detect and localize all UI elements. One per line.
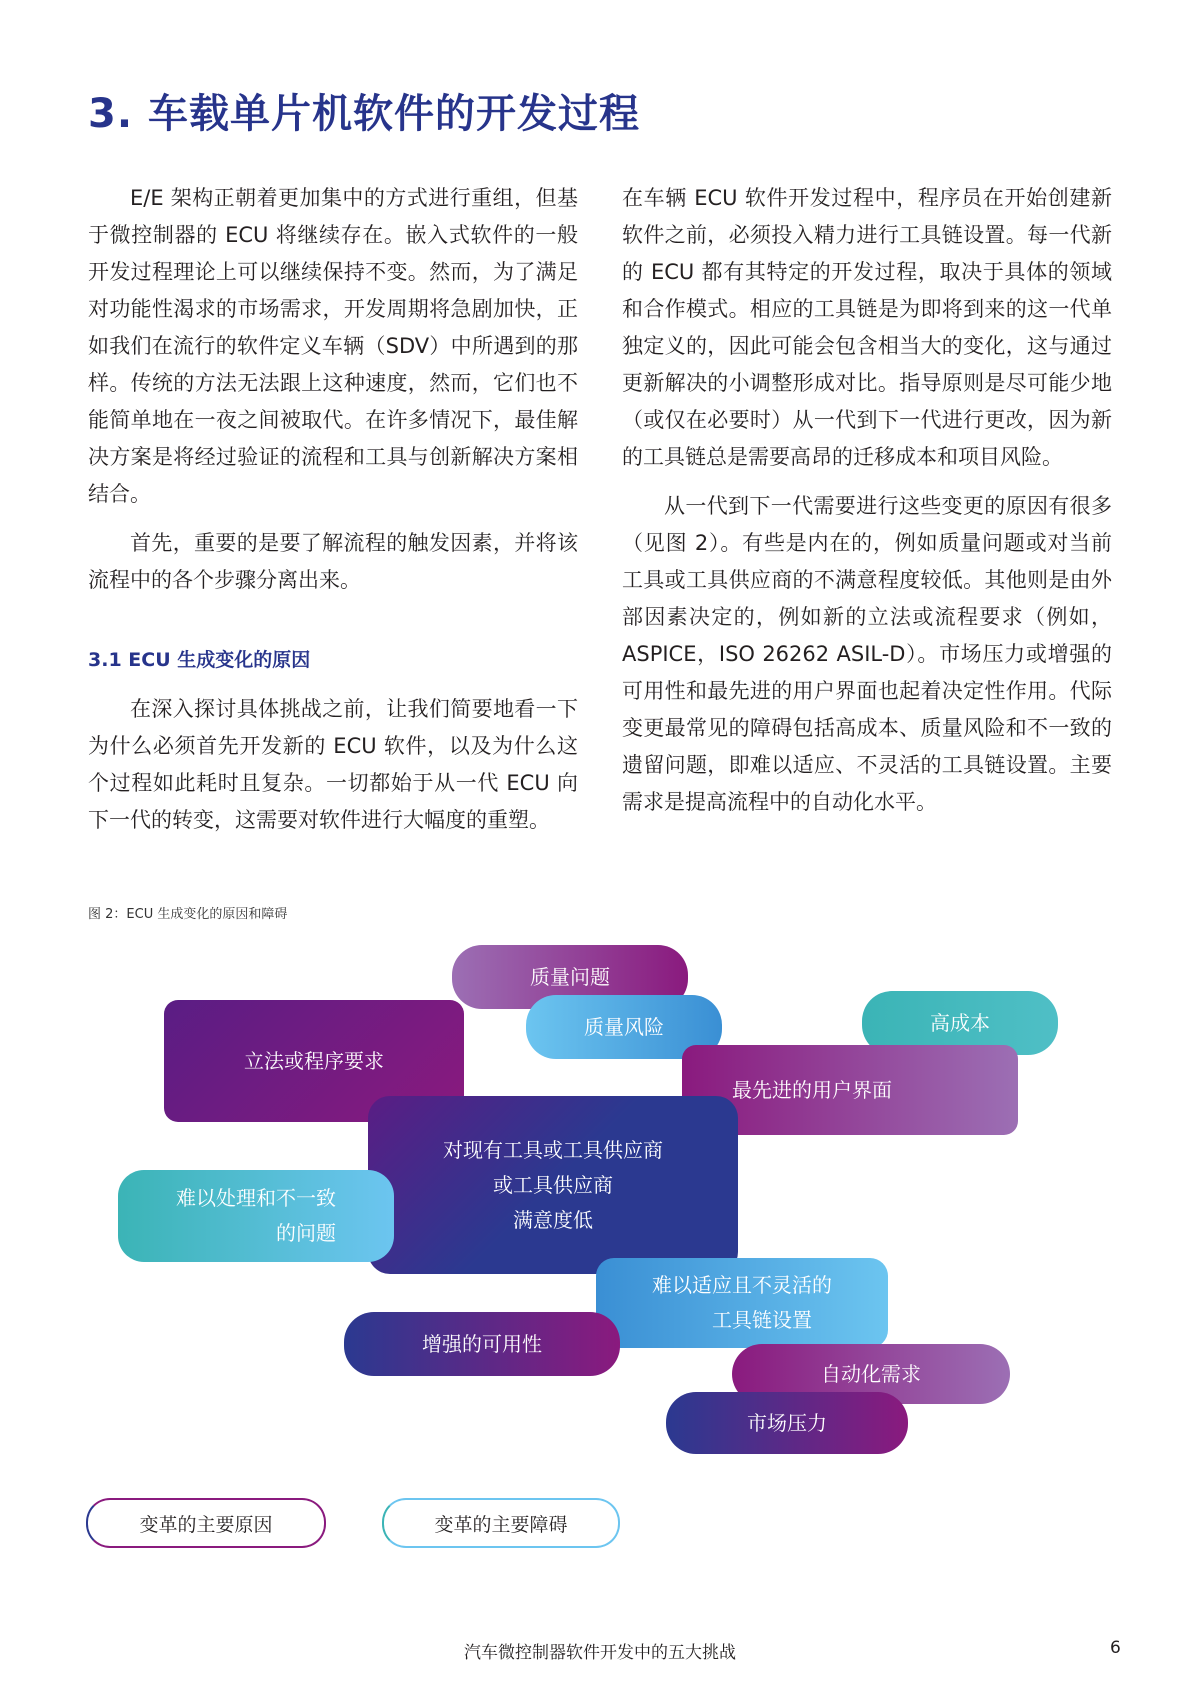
- reason-quality-issues: 质量问题: [452, 945, 688, 1009]
- obstacle-toolchain-line1: 难以适应且不灵活的: [652, 1273, 832, 1297]
- reason-automation: 自动化需求: [732, 1344, 1010, 1404]
- obstacle-quality-risk: 质量风险: [526, 995, 722, 1059]
- figure-caption: 图 2：ECU 生成变化的原因和障碍: [88, 907, 288, 922]
- obstacle-toolchain: [596, 1258, 888, 1348]
- legend-reasons: 变革的主要原因: [86, 1498, 326, 1548]
- page-title: 3. 车载单片机软件的开发过程: [88, 91, 640, 137]
- reason-dissatisfaction-line2: 或工具供应商: [493, 1172, 613, 1197]
- reason-dissatisfaction-line3: 满意度低: [513, 1207, 593, 1232]
- reason-market: 市场压力: [666, 1392, 908, 1454]
- paragraph: 在深入探讨具体挑战之前，让我们简要地看一下为什么必须首先开发新的 ECU 软件，以及为什么这个过程如此耗时且复杂。一切都始于从一代 ECU 向下一代的转变，这需要对软件进行大幅度的重塑。: [88, 697, 578, 832]
- left-column: [88, 180, 578, 851]
- paragraph: 在车辆 ECU 软件开发过程中，程序员在开始创建新软件之前，必须投入精力进行工具链设置。每一代新的 ECU 都有其特定的开发过程，取决于具体的领域和合作模式。相应的工具链是为即将到来的这一代单独定义的，因此可能会包含相当大的变化，这与通过更新解决的小调整形成对比。指导原则是尽可能少地（或仅在必要时）从一代到下一代进行更改，因为新的工具链总是需要高昂的迁移成本和项目风险。: [622, 186, 1112, 469]
- legend-obstacles: 变革的主要障碍: [382, 1498, 620, 1548]
- page-number: 6: [1110, 1638, 1121, 1658]
- paragraph: 首先，重要的是要了解流程的触发因素，并将该流程中的各个步骤分离出来。: [88, 531, 578, 592]
- obstacle-toolchain-line2: 工具链设置: [712, 1308, 812, 1332]
- reason-legislation: 立法或程序要求: [164, 1000, 464, 1122]
- paragraph: 从一代到下一代需要进行这些变更的原因有很多（见图 2）。有些是内在的，例如质量问题或对当前工具或工具供应商的不满意程度较低。其他则是由外部因素决定的，例如新的立法或流程要求（例如，ASPICE，ISO 26262 ASIL-D）。市场压力或增强的可用性和最先进的用户界面也起着决定性作用。代际变更最常见的障碍包括高成本、质量风险和不一致的遗留问题，即难以适应、不灵活的工具链设置。主要需求是提高流程中的自动化水平。: [622, 494, 1112, 814]
- obstacle-legacy: [118, 1170, 394, 1262]
- obstacle-legacy-line2: 的问题: [276, 1221, 336, 1245]
- reason-usability: 增强的可用性: [344, 1312, 620, 1376]
- reason-dissatisfaction: [368, 1096, 738, 1274]
- obstacle-high-cost: 高成本: [862, 991, 1058, 1055]
- reason-ui: 最先进的用户界面: [682, 1045, 1018, 1135]
- footer-title: 汽车微控制器软件开发中的五大挑战: [464, 1643, 736, 1663]
- section-subheading: 3.1 ECU 生成变化的原因: [88, 649, 311, 671]
- right-column: [622, 180, 1112, 833]
- reason-dissatisfaction-line1: 对现有工具或工具供应商: [443, 1137, 663, 1162]
- obstacle-legacy-line1: 难以处理和不一致: [176, 1186, 336, 1210]
- paragraph: E/E 架构正朝着更加集中的方式进行重组，但基于微控制器的 ECU 将继续存在。嵌入式软件的一般开发过程理论上可以继续保持不变。然而，为了满足对功能性渴求的市场需求，开发周期将急剧加快，正如我们在流行的软件定义车辆（SDV）中所遇到的那样。传统的方法无法跟上这种速度，然而，它们也不能简单地在一夜之间被取代。在许多情况下，最佳解决方案是将经过验证的流程和工具与创新解决方案相结合。: [88, 186, 578, 506]
